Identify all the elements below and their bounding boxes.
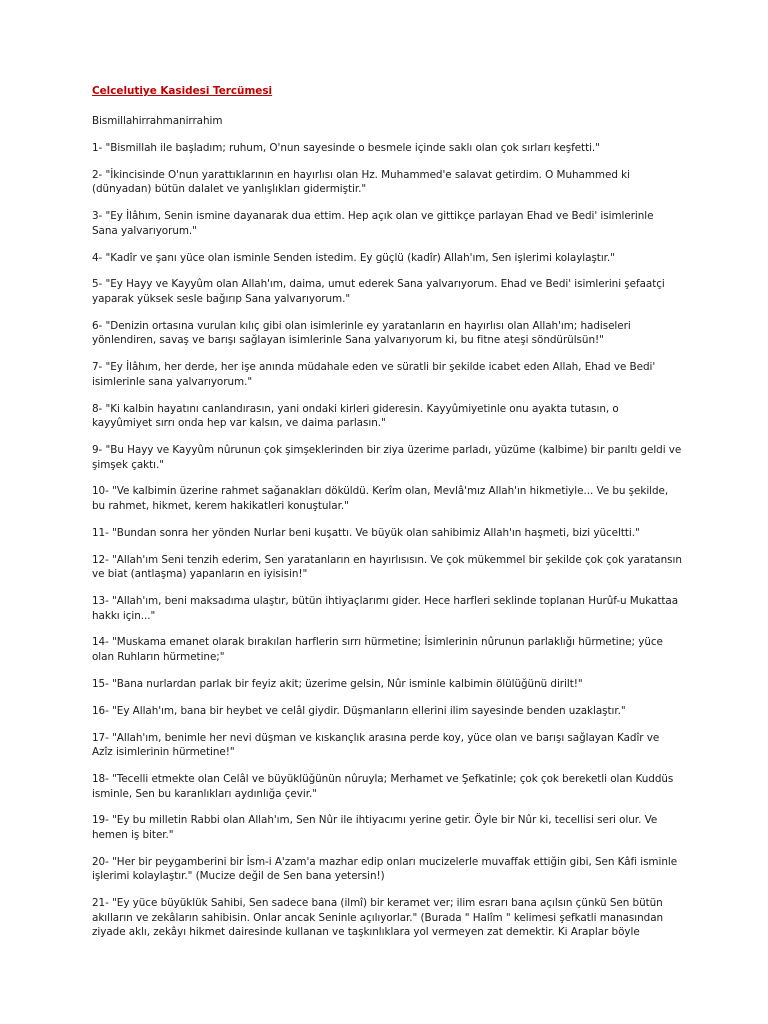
verse-paragraph: 15- "Bana nurlardan parlak bir feyiz akit; üzerime gelsin, Nûr isminle kalbimin ölülüğünü dirilt!"	[92, 677, 583, 690]
verse-paragraph: 1- "Bismillah ile başladım; ruhum, O'nun sayesinde o besmele içinde saklı olan çok sırları keşfetti."	[92, 141, 600, 154]
verse-paragraph: 10- "Ve kalbimin üzerine rahmet sağanakları döküldü. Kerîm olan, Mevlâ'mız Allah'ın hikmetiyle... Ve bu şekilde, bu rahmet, hikmet, kerem hakikatleri konuştular."	[92, 485, 669, 512]
document-title: Celcelutiye Kasidesi Tercümesi	[92, 85, 273, 97]
verse-paragraph: 4- "Kadîr ve şanı yüce olan isminle Senden istedim. Ey güçlü (kadîr) Allah'ım, Sen işlerimi kolaylaştır."	[92, 251, 615, 264]
verse-paragraph: 18- "Tecelli etmekte olan Celâl ve büyüklüğünün nûruyla; Merhamet ve Şefkatinle; çok çok bereketli olan Kuddüs isminle, Sen bu karanlıkları aydınlığa çevir."	[92, 773, 674, 800]
paragraph-list	[92, 114, 682, 940]
verse-paragraph: 2- "İkincisinde O'nun yarattıklarının en hayırlısı olan Hz. Muhammed'e salavat getirdim. O Muhammed ki (dünyadan) bütün dalalet ve yanlışlıkları gidermiştir."	[92, 168, 630, 196]
verse-paragraph: 14- "Muskama emanet olarak bırakılan harflerin sırrı hürmetine; İsimlerinin nûrunun parlaklığı hürmetine; yüce olan Ruhların hürmetine;"	[92, 636, 663, 663]
document-page	[92, 84, 682, 952]
verse-paragraph: 17- "Allah'ım, benimle her nevi düşman ve kıskançlık arasına perde koy, yüce olan ve barışı sağlayan Kadîr ve Azîz isimlerinin hürmetine!"	[92, 731, 660, 759]
verse-paragraph: 9- "Bu Hayy ve Kayyûm nûrunun çok şimşeklerinden bir ziya üzerime parladı, yüzüme (kalbime) bir parıltı geldi ve şimşek çaktı."	[92, 444, 682, 471]
verse-paragraph: 13- "Allah'ım, beni maksadıma ulaştır, bütün ihtiyaçlarımı gider. Hece harfleri seklinde toplanan Hurûf-u Mukattaa hakkı için..."	[92, 595, 679, 622]
verse-paragraph: 7- "Ey İlâhım, her derde, her işe anında müdahale eden ve süratli bir şekilde icabet eden Allah, Ehad ve Bedi' isimlerinle sana yalvarıyorum."	[92, 361, 656, 388]
verse-paragraph: 19- "Ey bu milletin Rabbi olan Allah'ım, Sen Nûr ile ihtiyacımı yerine getir. Öyle bir Nûr ki, tecellisi seri olur. Ve hemen iş biter."	[92, 814, 658, 841]
verse-paragraph: 12- "Allah'ım Seni tenzih ederim, Sen yaratanların en hayırlısısın. Ve çok mükemmel bir şekilde çok çok yaratansın ve biat (antlaşma) yapanların en iyisisin!"	[92, 553, 682, 581]
verse-paragraph: 11- "Bundan sonra her yönden Nurlar beni kuşattı. Ve büyük olan sahibimiz Allah'ın haşmeti, bizi yüceltti."	[92, 526, 640, 539]
basmala-line: Bismillahirrahmanirrahim	[92, 115, 223, 127]
verse-paragraph: 3- "Ey İlâhım, Senin ismine dayanarak dua ettim. Hep açık olan ve gittikçe parlayan Ehad ve Bedi' isimlerinle Sana yalvarıyorum."	[92, 210, 654, 237]
verse-paragraph: 5- "Ey Hayy ve Kayyûm olan Allah'ım, daima, umut ederek Sana yalvarıyorum. Ehad ve Bedi' isimlerini şefaatçi yaparak yüksek sesle bağırıp Sana yalvarıyorum."	[92, 278, 665, 305]
verse-paragraph: 8- "Ki kalbin hayatını canlandırasın, yani ondaki kirleri gideresin. Kayyûmiyetinle onu ayakta tutasın, o kayyûmiyet sırrı onda hep var kalsın, ve daima parlasın."	[92, 402, 619, 430]
verse-paragraph: 21- "Ey yüce büyüklük Sahibi, Sen sadece bana (ilmî) bir keramet ver; ilim esrarı bana açılsın çünkü Sen bütün akılların ve zekâların sahibisin. Onlar ancak Seninle açılıyorlar." (Burada " Halîm " kelimesi şefkatli manasından ziyade aklı, zekâyı hikmet dairesinde kullanan ve taşkınlıklara yol vermeyen zat demektir. Ki Araplar böyle	[92, 897, 664, 939]
verse-paragraph: 16- "Ey Allah'ım, bana bir heybet ve celâl giydir. Düşmanların ellerini ilim sayesinde benden uzaklaştır."	[92, 704, 626, 717]
verse-paragraph: 20- "Her bir peygamberini bir İsm-i A'zam'a mazhar edip onları mucizelerle muvaffak ettiğin gibi, Sen Kâfi isminle işlerimi kolaylaştır." (Mucize değil de Sen bana yetersin!)	[92, 855, 678, 883]
verse-paragraph: 6- "Denizin ortasına vurulan kılıç gibi olan isimlerinle ey yaratanların en hayırlısı olan Allah'ım; hadiseleri yönlendiren, savaş ve barışı sağlayan isimlerinle Sana yalvarıyorum ki, bu fitne ateşi söndürülsün!"	[92, 319, 631, 347]
